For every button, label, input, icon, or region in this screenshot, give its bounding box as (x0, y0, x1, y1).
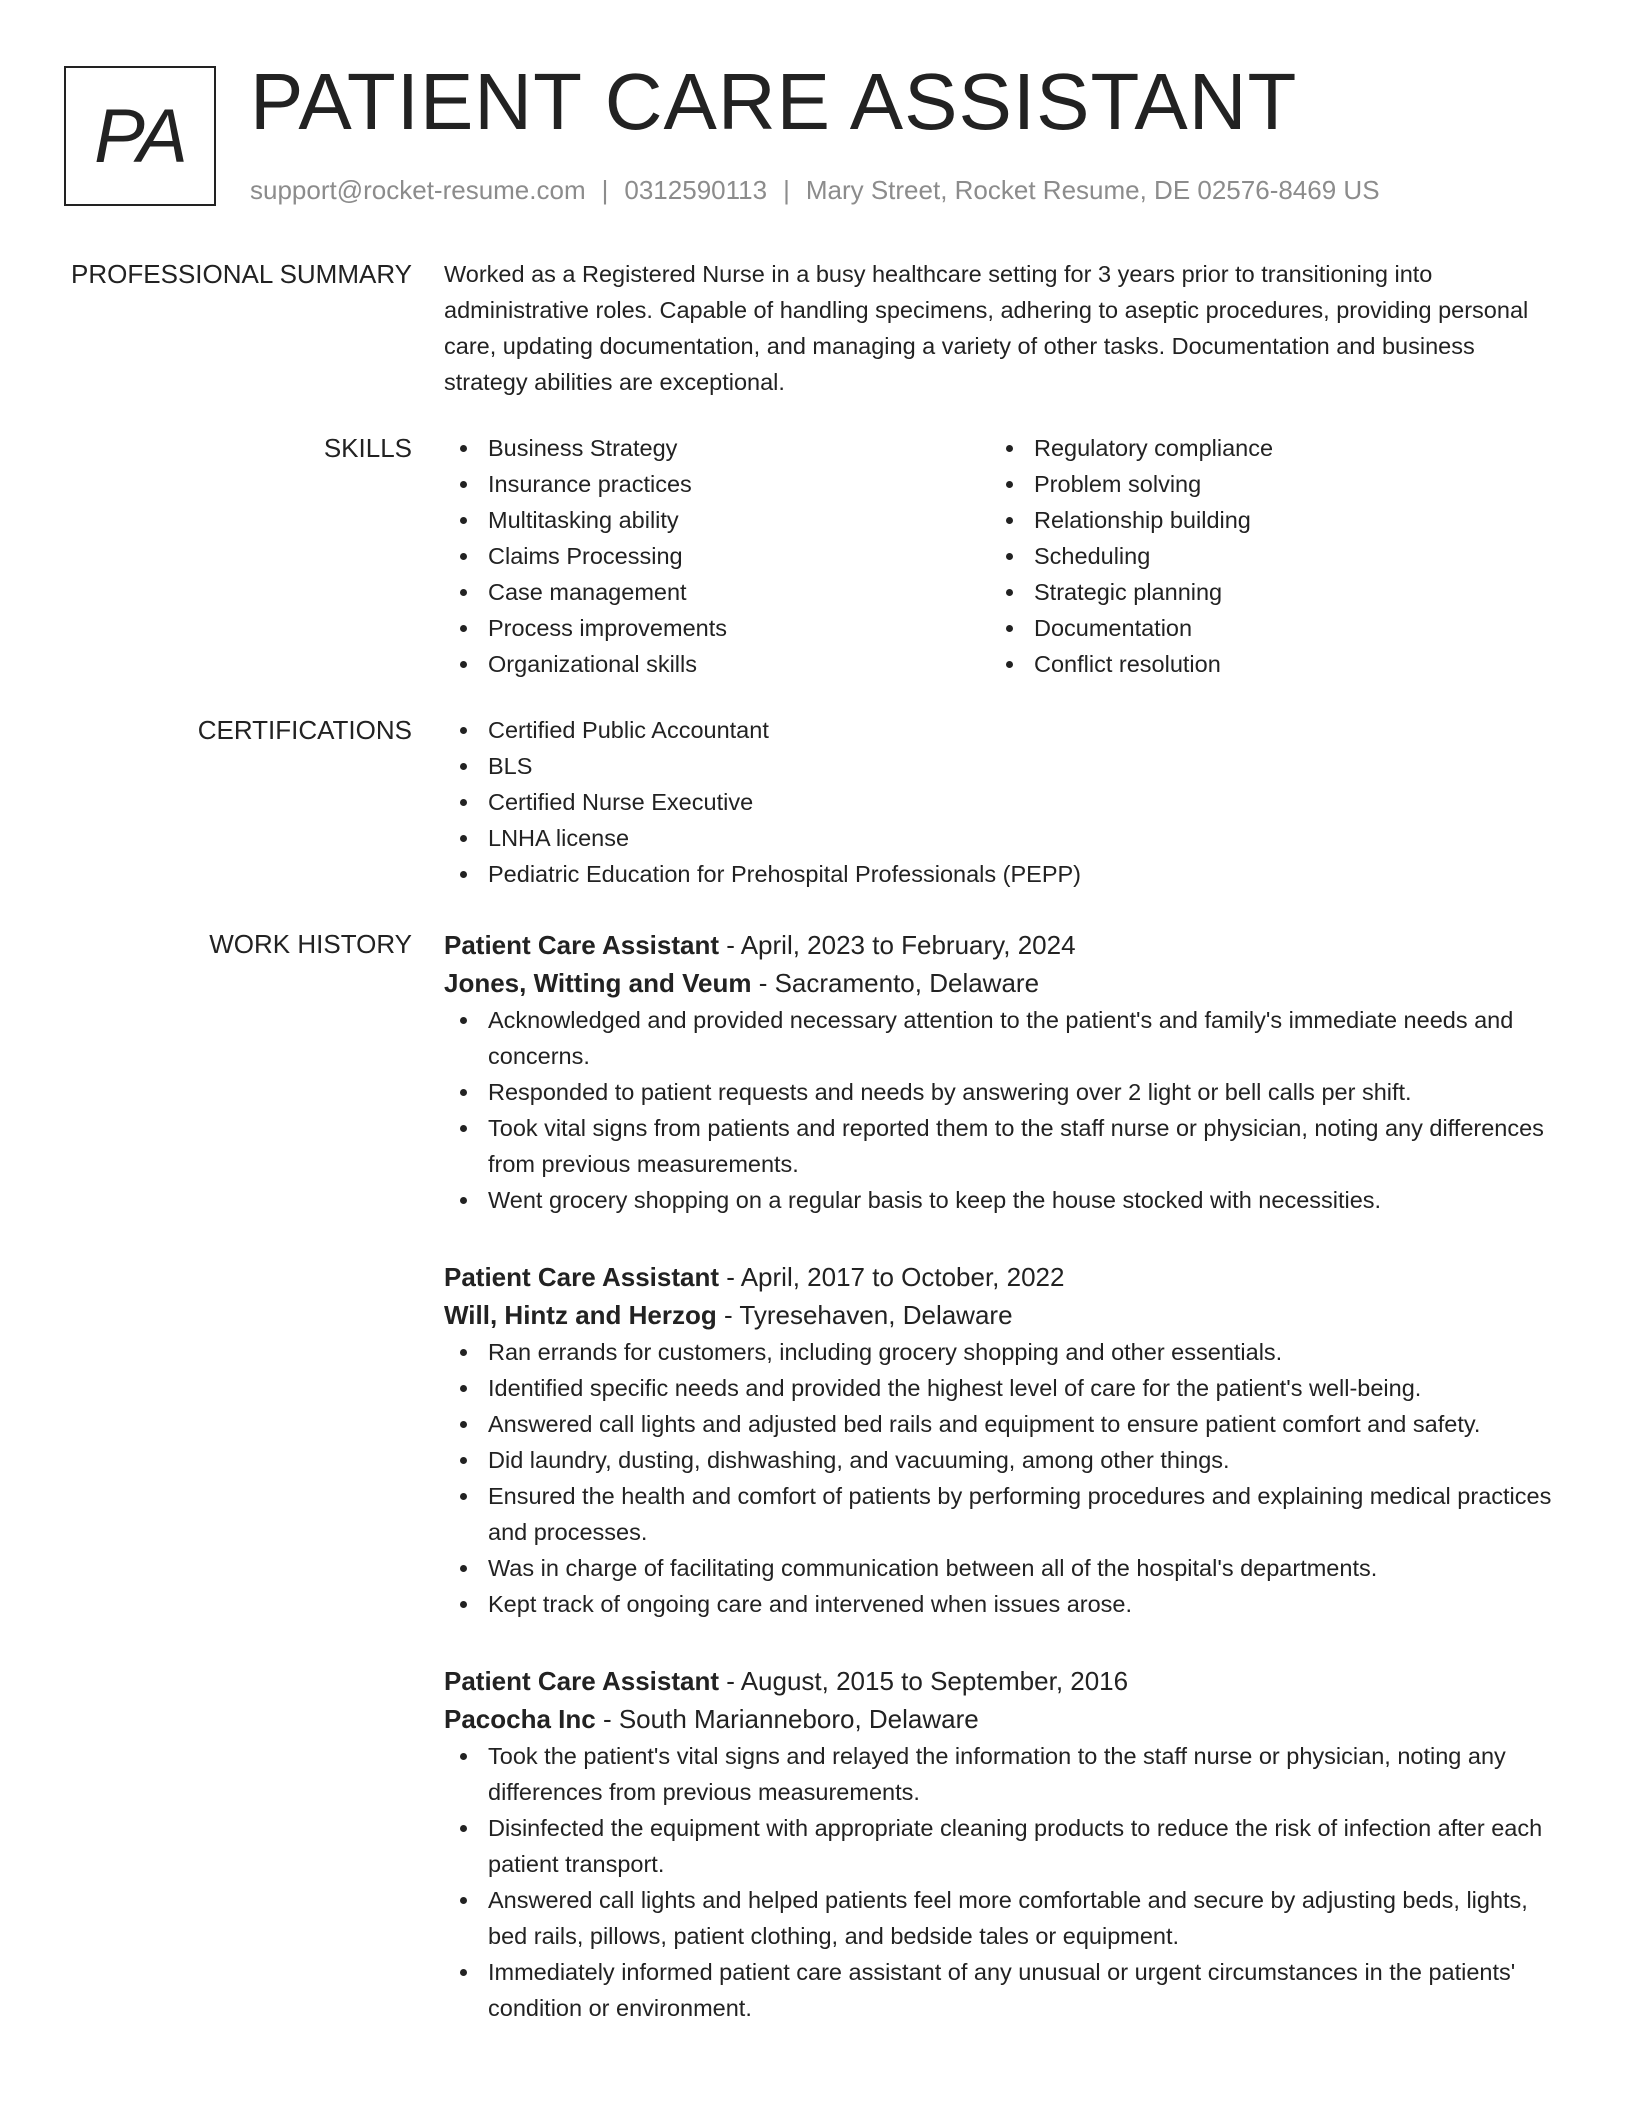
skill-item: Strategic planning (990, 574, 1536, 610)
job-bullet: Was in charge of facilitating communication between all of the hospital's departments. (444, 1550, 1560, 1586)
skill-item: Documentation (990, 610, 1536, 646)
job-dates: - August, 2015 to September, 2016 (719, 1666, 1129, 1696)
skill-item: Relationship building (990, 502, 1536, 538)
section-label-summary: PROFESSIONAL SUMMARY (71, 259, 412, 289)
section-label-work-history: WORK HISTORY (209, 929, 412, 959)
skill-item: Claims Processing (444, 538, 990, 574)
contact-email: support@rocket-resume.com (250, 175, 586, 205)
job-title: Patient Care Assistant (444, 1666, 720, 1696)
job-title: Patient Care Assistant (444, 930, 720, 960)
job-title-line (444, 1662, 1560, 1700)
monogram-text: PA (94, 93, 186, 179)
skill-item: Problem solving (990, 466, 1536, 502)
certifications-list (444, 712, 1560, 892)
job-bullet: Took vital signs from patients and reported them to the staff nurse or physician, noting any differences from previous measurements. (444, 1110, 1560, 1182)
certification-item: Certified Nurse Executive (444, 784, 1560, 820)
contact-phone: 0312590113 (624, 175, 768, 205)
job-bullet-list (444, 1738, 1560, 2026)
contact-line (250, 172, 1380, 208)
job-bullet: Went grocery shopping on a regular basis to keep the house stocked with necessities. (444, 1182, 1560, 1218)
job-bullet: Did laundry, dusting, dishwashing, and vacuuming, among other things. (444, 1442, 1560, 1478)
job-entry (444, 1662, 1560, 2026)
job-bullet: Took the patient's vital signs and relayed the information to the staff nurse or physician, noting any differences from previous measurements. (444, 1738, 1560, 1810)
job-bullet: Ensured the health and comfort of patients by performing procedures and explaining medical practices and processes. (444, 1478, 1560, 1550)
certification-item: LNHA license (444, 820, 1560, 856)
resume-name: PATIENT CARE ASSISTANT (250, 57, 1298, 146)
job-dates: - April, 2017 to October, 2022 (719, 1262, 1065, 1292)
summary-text: Worked as a Registered Nurse in a busy healthcare setting for 3 years prior to transitioning into administrative roles. Capable of handling specimens, adhering to aseptic procedures, providing personal care, updating documentation, and managing a variety of other tasks. Documentation and business strategy abilities are exceptional. (444, 261, 1529, 395)
contact-separator: | (601, 175, 609, 205)
job-company-line (444, 964, 1560, 1002)
job-company-line (444, 1296, 1560, 1334)
job-bullet: Answered call lights and helped patients feel more comfortable and secure by adjusting beds, lights, bed rails, pillows, patient clothing, and bedside tales or equipment. (444, 1882, 1560, 1954)
contact-separator: | (783, 175, 790, 205)
skill-item: Regulatory compliance (990, 430, 1536, 466)
skill-item: Multitasking ability (444, 502, 990, 538)
job-bullet: Immediately informed patient care assistant of any unusual or urgent circumstances in the patients' condition or environment. (444, 1954, 1560, 2026)
job-dates: - April, 2023 to February, 2024 (719, 930, 1076, 960)
summary-body (444, 256, 1560, 400)
job-bullet: Kept track of ongoing care and intervened when issues arose. (444, 1586, 1560, 1622)
certification-item: Certified Public Accountant (444, 712, 1560, 748)
skill-item: Scheduling (990, 538, 1536, 574)
skills-list-right (990, 430, 1536, 682)
skill-item: Insurance practices (444, 466, 990, 502)
certifications-body (444, 712, 1560, 892)
skill-item: Conflict resolution (990, 646, 1536, 682)
certification-item: Pediatric Education for Prehospital Professionals (PEPP) (444, 856, 1560, 892)
job-bullet: Acknowledged and provided necessary attention to the patient's and family's immediate needs and concerns. (444, 1002, 1560, 1074)
skill-item: Process improvements (444, 610, 990, 646)
job-title: Patient Care Assistant (444, 1262, 720, 1292)
skill-item: Business Strategy (444, 430, 990, 466)
contact-address: Mary Street, Rocket Resume, DE 02576-8469 US (805, 175, 1380, 205)
job-company: Jones, Witting and Veum (444, 968, 752, 998)
job-company: Will, Hintz and Herzog (444, 1300, 717, 1330)
job-bullet: Ran errands for customers, including grocery shopping and other essentials. (444, 1334, 1560, 1370)
job-bullet: Responded to patient requests and needs by answering over 2 light or bell calls per shift. (444, 1074, 1560, 1110)
job-entry (444, 1258, 1560, 1622)
skill-item: Case management (444, 574, 990, 610)
work-history-body (444, 926, 1560, 2066)
job-company-line (444, 1700, 1560, 1738)
job-entry (444, 926, 1560, 1218)
job-location: - Tyresehaven, Delaware (716, 1300, 1013, 1330)
monogram-logo (64, 66, 216, 206)
certification-item: BLS (444, 748, 1560, 784)
job-bullet: Answered call lights and adjusted bed rails and equipment to ensure patient comfort and safety. (444, 1406, 1560, 1442)
job-bullet-list (444, 1334, 1560, 1622)
job-bullet: Identified specific needs and provided the highest level of care for the patient's well-being. (444, 1370, 1560, 1406)
skill-item: Organizational skills (444, 646, 990, 682)
job-location: - South Marianneboro, Delaware (595, 1704, 979, 1734)
skills-list-left (444, 430, 990, 682)
job-company: Pacocha Inc (444, 1704, 596, 1734)
job-bullet: Disinfected the equipment with appropriate cleaning products to reduce the risk of infection after each patient transport. (444, 1810, 1560, 1882)
job-title-line (444, 926, 1560, 964)
job-title-line (444, 1258, 1560, 1296)
job-bullet-list (444, 1002, 1560, 1218)
section-label-certifications: CERTIFICATIONS (197, 715, 412, 745)
skills-body (444, 430, 1560, 682)
section-label-skills: SKILLS (323, 433, 412, 463)
job-location: - Sacramento, Delaware (751, 968, 1040, 998)
